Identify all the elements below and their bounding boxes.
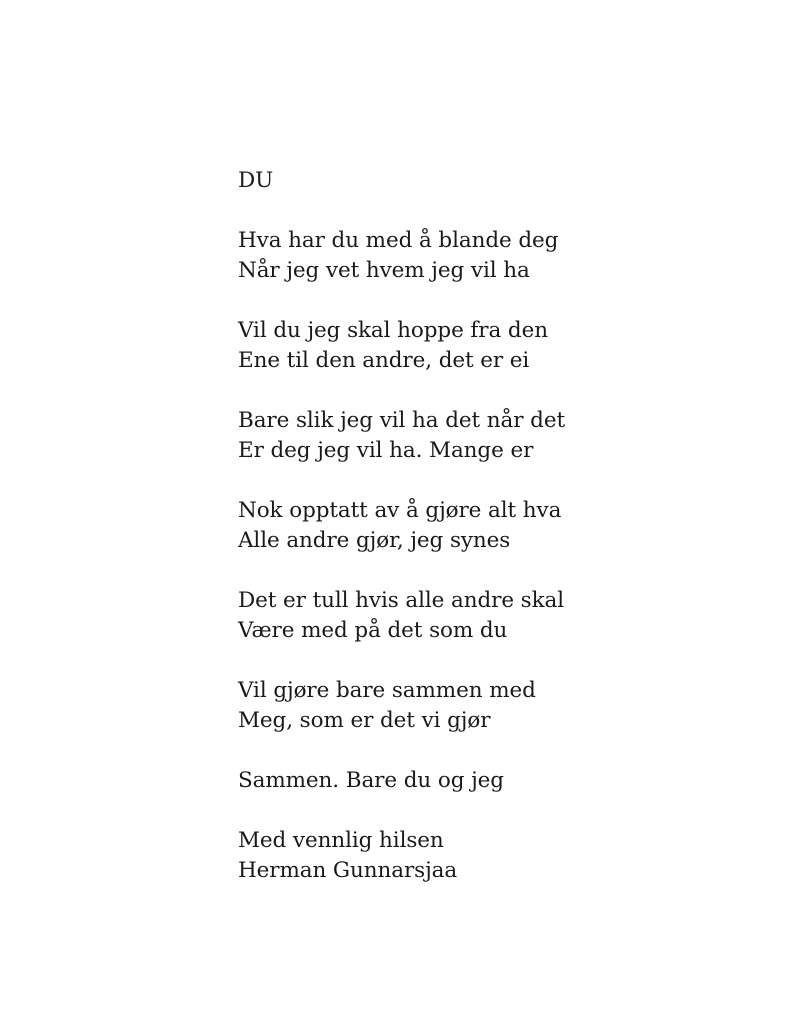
poem-line: Det er tull hvis alle andre skal [238, 588, 565, 613]
stanza-2 [238, 316, 758, 376]
poem-line: Er deg jeg vil ha. Mange er [238, 438, 534, 463]
signature-name: Herman Gunnarsjaa [238, 858, 458, 883]
poem-line: Nok opptatt av å gjøre alt hva [238, 498, 562, 523]
stanza-3 [238, 406, 758, 466]
signature [238, 826, 758, 886]
poem-line: Være med på det som du [238, 618, 508, 643]
stanza-5 [238, 586, 758, 646]
stanza-1 [238, 226, 758, 286]
poem-line: Alle andre gjør, jeg synes [238, 528, 511, 553]
poem-line: Hva har du med å blande deg [238, 228, 559, 253]
poem-line: Ene til den andre, det er ei [238, 348, 530, 373]
poem-title: DU [238, 168, 274, 193]
poem-line: Når jeg vet hvem jeg vil ha [238, 258, 530, 283]
stanza-7 [238, 766, 758, 796]
stanza-4 [238, 496, 758, 556]
signature-closing: Med vennlig hilsen [238, 828, 444, 853]
poem-line: Bare slik jeg vil ha det når det [238, 408, 565, 433]
poem-line: Vil du jeg skal hoppe fra den [238, 318, 548, 343]
poem-line: Sammen. Bare du og jeg [238, 768, 504, 793]
stanza-6 [238, 676, 758, 736]
poem-line: Meg, som er det vi gjør [238, 708, 491, 733]
poem [238, 166, 758, 916]
poem-line: Vil gjøre bare sammen med [238, 678, 536, 703]
